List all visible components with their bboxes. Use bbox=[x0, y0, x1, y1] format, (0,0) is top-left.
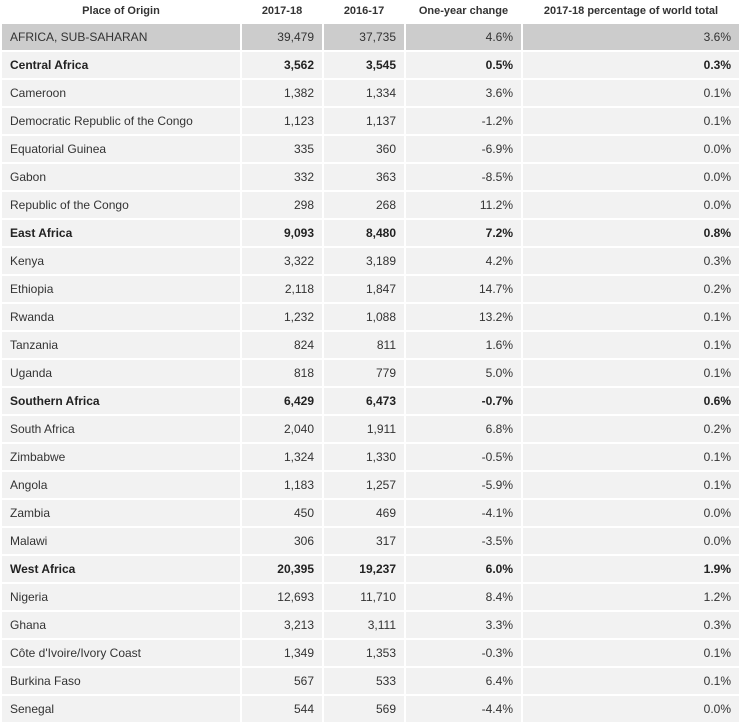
table-row bbox=[2, 472, 739, 498]
table-row bbox=[2, 248, 739, 274]
change-cell: 13.2% bbox=[406, 304, 521, 330]
table-row bbox=[2, 360, 739, 386]
world-share-cell: 0.3% bbox=[523, 248, 739, 274]
place-cell: Democratic Republic of the Congo bbox=[2, 108, 240, 134]
change-cell: -8.5% bbox=[406, 164, 521, 190]
place-cell: Angola bbox=[2, 472, 240, 498]
value-2016-17-cell: 811 bbox=[324, 332, 404, 358]
value-2017-18-cell: 567 bbox=[242, 668, 322, 694]
world-share-cell: 0.0% bbox=[523, 164, 739, 190]
place-cell: West Africa bbox=[2, 556, 240, 582]
table-row bbox=[2, 164, 739, 190]
value-2016-17-cell: 779 bbox=[324, 360, 404, 386]
header-2017-18[interactable]: 2017-18 bbox=[242, 0, 322, 22]
value-2017-18-cell: 298 bbox=[242, 192, 322, 218]
value-2017-18-cell: 2,118 bbox=[242, 276, 322, 302]
place-cell: Ethiopia bbox=[2, 276, 240, 302]
value-2017-18-cell: 9,093 bbox=[242, 220, 322, 246]
world-share-cell: 0.1% bbox=[523, 360, 739, 386]
change-cell: 8.4% bbox=[406, 584, 521, 610]
value-2016-17-cell: 11,710 bbox=[324, 584, 404, 610]
table-row bbox=[2, 584, 739, 610]
header-place-of-origin[interactable]: Place of Origin bbox=[2, 0, 240, 22]
change-cell: -0.5% bbox=[406, 444, 521, 470]
table-row bbox=[2, 528, 739, 554]
world-share-cell: 0.1% bbox=[523, 304, 739, 330]
region-total-row bbox=[2, 24, 739, 50]
table-row bbox=[2, 612, 739, 638]
table-header bbox=[2, 0, 739, 22]
table-row bbox=[2, 192, 739, 218]
world-share-cell: 0.8% bbox=[523, 220, 739, 246]
value-2016-17-cell: 469 bbox=[324, 500, 404, 526]
header-world-percentage[interactable]: 2017-18 percentage of world total bbox=[523, 0, 739, 22]
table-row bbox=[2, 276, 739, 302]
world-share-cell: 0.0% bbox=[523, 136, 739, 162]
value-2017-18-cell: 1,183 bbox=[242, 472, 322, 498]
place-cell: AFRICA, SUB-SAHARAN bbox=[2, 24, 240, 50]
place-cell: Burkina Faso bbox=[2, 668, 240, 694]
value-2016-17-cell: 1,137 bbox=[324, 108, 404, 134]
place-cell: Nigeria bbox=[2, 584, 240, 610]
value-2017-18-cell: 332 bbox=[242, 164, 322, 190]
change-cell: 5.0% bbox=[406, 360, 521, 386]
place-cell: Cameroon bbox=[2, 80, 240, 106]
value-2016-17-cell: 6,473 bbox=[324, 388, 404, 414]
value-2016-17-cell: 1,353 bbox=[324, 640, 404, 666]
place-cell: Equatorial Guinea bbox=[2, 136, 240, 162]
subregion-row bbox=[2, 52, 739, 78]
value-2016-17-cell: 1,911 bbox=[324, 416, 404, 442]
value-2017-18-cell: 20,395 bbox=[242, 556, 322, 582]
world-share-cell: 0.0% bbox=[523, 528, 739, 554]
value-2016-17-cell: 268 bbox=[324, 192, 404, 218]
place-cell: South Africa bbox=[2, 416, 240, 442]
world-share-cell: 0.1% bbox=[523, 668, 739, 694]
value-2016-17-cell: 3,189 bbox=[324, 248, 404, 274]
value-2017-18-cell: 6,429 bbox=[242, 388, 322, 414]
change-cell: -4.4% bbox=[406, 696, 521, 722]
value-2017-18-cell: 3,322 bbox=[242, 248, 322, 274]
table-row bbox=[2, 304, 739, 330]
value-2017-18-cell: 1,349 bbox=[242, 640, 322, 666]
value-2017-18-cell: 3,562 bbox=[242, 52, 322, 78]
world-share-cell: 0.6% bbox=[523, 388, 739, 414]
value-2017-18-cell: 12,693 bbox=[242, 584, 322, 610]
subregion-row bbox=[2, 220, 739, 246]
place-cell: Gabon bbox=[2, 164, 240, 190]
table-row bbox=[2, 108, 739, 134]
table-row bbox=[2, 500, 739, 526]
value-2017-18-cell: 39,479 bbox=[242, 24, 322, 50]
value-2016-17-cell: 3,111 bbox=[324, 612, 404, 638]
world-share-cell: 3.6% bbox=[523, 24, 739, 50]
world-share-cell: 1.2% bbox=[523, 584, 739, 610]
table-row bbox=[2, 136, 739, 162]
world-share-cell: 0.2% bbox=[523, 416, 739, 442]
table-row bbox=[2, 696, 739, 722]
change-cell: -0.7% bbox=[406, 388, 521, 414]
world-share-cell: 0.3% bbox=[523, 52, 739, 78]
value-2016-17-cell: 1,257 bbox=[324, 472, 404, 498]
value-2017-18-cell: 818 bbox=[242, 360, 322, 386]
place-cell: Republic of the Congo bbox=[2, 192, 240, 218]
change-cell: -4.1% bbox=[406, 500, 521, 526]
table-row bbox=[2, 444, 739, 470]
change-cell: 14.7% bbox=[406, 276, 521, 302]
value-2016-17-cell: 1,847 bbox=[324, 276, 404, 302]
world-share-cell: 0.0% bbox=[523, 192, 739, 218]
place-cell: Senegal bbox=[2, 696, 240, 722]
place-cell: Zimbabwe bbox=[2, 444, 240, 470]
value-2016-17-cell: 37,735 bbox=[324, 24, 404, 50]
place-cell: Ghana bbox=[2, 612, 240, 638]
value-2017-18-cell: 3,213 bbox=[242, 612, 322, 638]
world-share-cell: 0.3% bbox=[523, 612, 739, 638]
table-row bbox=[2, 332, 739, 358]
value-2017-18-cell: 544 bbox=[242, 696, 322, 722]
table-body bbox=[2, 24, 739, 722]
value-2016-17-cell: 317 bbox=[324, 528, 404, 554]
value-2017-18-cell: 335 bbox=[242, 136, 322, 162]
change-cell: -0.3% bbox=[406, 640, 521, 666]
place-cell: Tanzania bbox=[2, 332, 240, 358]
change-cell: 6.4% bbox=[406, 668, 521, 694]
world-share-cell: 0.1% bbox=[523, 444, 739, 470]
value-2017-18-cell: 1,123 bbox=[242, 108, 322, 134]
value-2016-17-cell: 569 bbox=[324, 696, 404, 722]
change-cell: 7.2% bbox=[406, 220, 521, 246]
place-cell: Kenya bbox=[2, 248, 240, 274]
world-share-cell: 0.0% bbox=[523, 696, 739, 722]
place-cell: Southern Africa bbox=[2, 388, 240, 414]
change-cell: 6.0% bbox=[406, 556, 521, 582]
value-2016-17-cell: 1,334 bbox=[324, 80, 404, 106]
value-2016-17-cell: 1,330 bbox=[324, 444, 404, 470]
change-cell: -3.5% bbox=[406, 528, 521, 554]
value-2017-18-cell: 450 bbox=[242, 500, 322, 526]
value-2017-18-cell: 2,040 bbox=[242, 416, 322, 442]
value-2016-17-cell: 533 bbox=[324, 668, 404, 694]
change-cell: 11.2% bbox=[406, 192, 521, 218]
change-cell: 4.2% bbox=[406, 248, 521, 274]
table-row bbox=[2, 80, 739, 106]
world-share-cell: 1.9% bbox=[523, 556, 739, 582]
place-cell: Rwanda bbox=[2, 304, 240, 330]
change-cell: -5.9% bbox=[406, 472, 521, 498]
table-row bbox=[2, 416, 739, 442]
world-share-cell: 0.1% bbox=[523, 472, 739, 498]
table-row bbox=[2, 668, 739, 694]
value-2016-17-cell: 19,237 bbox=[324, 556, 404, 582]
header-one-year-change[interactable]: One-year change bbox=[406, 0, 521, 22]
change-cell: 3.3% bbox=[406, 612, 521, 638]
subregion-row bbox=[2, 556, 739, 582]
value-2016-17-cell: 363 bbox=[324, 164, 404, 190]
place-cell: Côte d'Ivoire/Ivory Coast bbox=[2, 640, 240, 666]
value-2016-17-cell: 360 bbox=[324, 136, 404, 162]
world-share-cell: 0.2% bbox=[523, 276, 739, 302]
change-cell: 1.6% bbox=[406, 332, 521, 358]
place-cell: Malawi bbox=[2, 528, 240, 554]
place-cell: Uganda bbox=[2, 360, 240, 386]
change-cell: -6.9% bbox=[406, 136, 521, 162]
change-cell: 0.5% bbox=[406, 52, 521, 78]
place-cell: Zambia bbox=[2, 500, 240, 526]
value-2017-18-cell: 1,232 bbox=[242, 304, 322, 330]
value-2017-18-cell: 1,382 bbox=[242, 80, 322, 106]
world-share-cell: 0.1% bbox=[523, 640, 739, 666]
world-share-cell: 0.0% bbox=[523, 500, 739, 526]
change-cell: 3.6% bbox=[406, 80, 521, 106]
value-2016-17-cell: 1,088 bbox=[324, 304, 404, 330]
subregion-row bbox=[2, 388, 739, 414]
header-row bbox=[2, 0, 739, 22]
value-2016-17-cell: 8,480 bbox=[324, 220, 404, 246]
change-cell: 4.6% bbox=[406, 24, 521, 50]
value-2017-18-cell: 306 bbox=[242, 528, 322, 554]
world-share-cell: 0.1% bbox=[523, 332, 739, 358]
change-cell: -1.2% bbox=[406, 108, 521, 134]
change-cell: 6.8% bbox=[406, 416, 521, 442]
value-2016-17-cell: 3,545 bbox=[324, 52, 404, 78]
place-cell: Central Africa bbox=[2, 52, 240, 78]
table-row bbox=[2, 640, 739, 666]
world-share-cell: 0.1% bbox=[523, 80, 739, 106]
world-share-cell: 0.1% bbox=[523, 108, 739, 134]
value-2017-18-cell: 824 bbox=[242, 332, 322, 358]
value-2017-18-cell: 1,324 bbox=[242, 444, 322, 470]
place-cell: East Africa bbox=[2, 220, 240, 246]
header-2016-17[interactable]: 2016-17 bbox=[324, 0, 404, 22]
